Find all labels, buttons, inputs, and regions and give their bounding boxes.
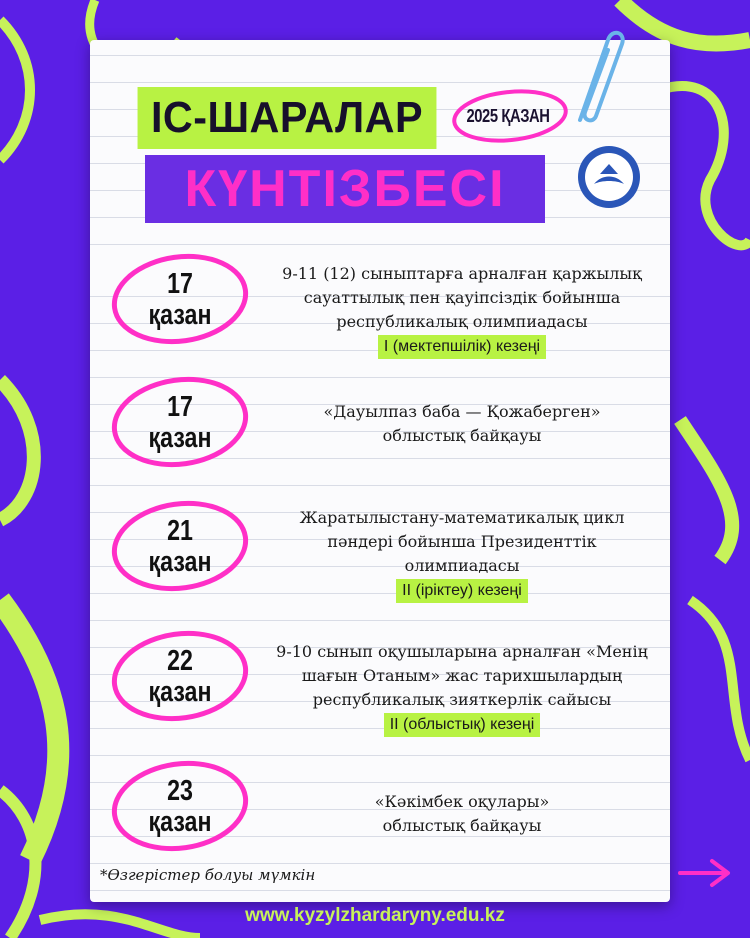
event-date (132, 776, 228, 839)
event-day: 17 (167, 391, 193, 423)
event-description-line: 9-10 сынып оқушыларына арналған «Менің (276, 642, 648, 661)
title-line1: ІС-ШАРАЛАР (138, 87, 437, 149)
event-description-line: 9-11 (12) сыныптарға арналған қаржылық (282, 264, 642, 283)
event-day: 21 (167, 515, 193, 547)
event-date (132, 646, 228, 709)
title-line2: КҮНТІЗБЕСІ (145, 155, 545, 223)
event-date (132, 392, 228, 455)
event-month: қазан (148, 299, 212, 332)
event-description-line: республикалық зияткерлік сайысы (312, 690, 612, 709)
footnote: *Өзгерістер болуы мүмкін (100, 866, 316, 884)
event-description-line: «Кәкімбек оқулары» (374, 792, 550, 811)
event-stage-badge: ІІ (облыстық) кезеңі (384, 713, 541, 737)
event-description (262, 790, 662, 838)
event-description (262, 400, 662, 448)
event-description-line: пәндері бойынша Президенттік (327, 532, 597, 551)
event-month: қазан (148, 676, 212, 709)
event-stage-badge: ІІ (іріктеу) кезеңі (396, 579, 528, 603)
event-day: 17 (167, 268, 193, 300)
event-description-line: сауаттылық пен қауіпсіздік бойынша (303, 288, 621, 307)
event-description (262, 262, 662, 359)
event-description-line: Жаратылыстану-математикалық цикл (299, 508, 625, 527)
event-date (132, 269, 228, 332)
event-description-line: «Дауылпаз баба — Қожаберген» (323, 402, 601, 421)
event-date (132, 516, 228, 579)
event-day: 23 (167, 775, 193, 807)
arrow-icon (676, 855, 736, 891)
event-description-line: облыстық байқауы (382, 816, 542, 835)
event-day: 22 (167, 645, 193, 677)
event-month: қазан (148, 806, 212, 839)
event-description-line: облыстық байқауы (382, 426, 542, 445)
period-label: 2025 ҚАЗАН (466, 106, 550, 126)
website-link[interactable]: www.kyzylzhardaryny.edu.kz (245, 905, 505, 926)
event-stage-badge: І (мектепшілік) кезеңі (378, 335, 546, 359)
event-month: қазан (148, 422, 212, 455)
event-month: қазан (148, 546, 212, 579)
event-description-line: олимпиадасы (404, 556, 520, 575)
event-description-line: республикалық олимпиадасы (336, 312, 588, 331)
organization-logo (576, 144, 642, 210)
event-description-line: шағын Отаным» жас тарихшылардың (301, 666, 623, 685)
event-description (262, 640, 662, 737)
event-description (262, 506, 662, 603)
